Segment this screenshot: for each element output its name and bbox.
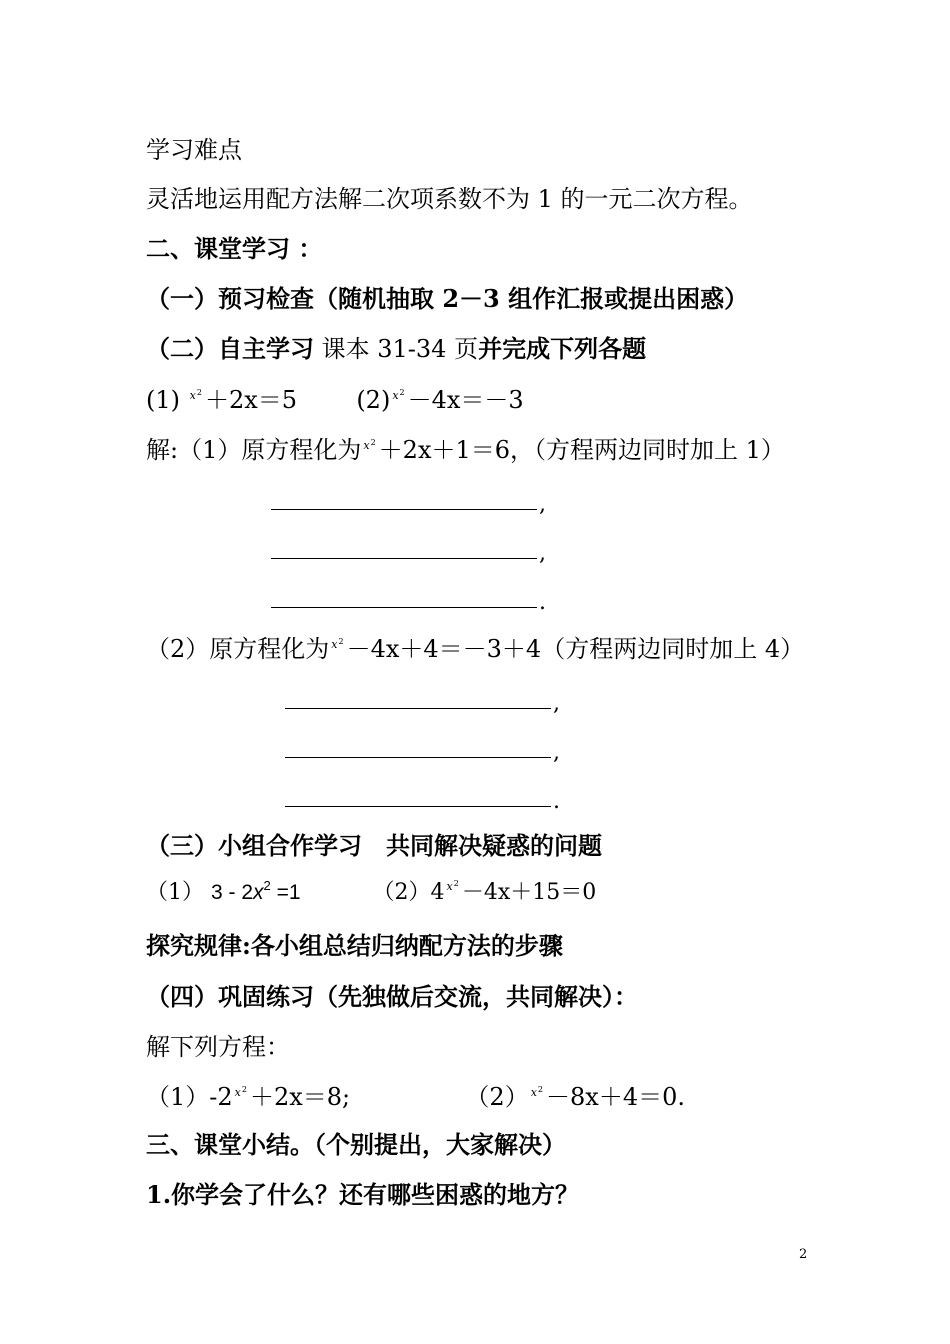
part2-task: 并完成下列各题: [478, 334, 647, 363]
group-equations: [146, 877, 596, 913]
blank-punct: ,: [539, 541, 546, 566]
section2-title: 二、课堂学习 ：: [146, 234, 323, 263]
practice-eq2-label: （2）: [465, 1083, 529, 1111]
solution-1-intro: 解:（1）原方程化为: [146, 436, 362, 464]
blank-punct: ,: [553, 740, 560, 765]
x-squared: x2: [446, 879, 459, 893]
part2-pages: 课本 31-34 页: [321, 335, 479, 363]
group-eq1-a: 3 - 2: [211, 881, 254, 904]
part4-heading: （四）巩固练习（先独做后交流，共同解决）：: [146, 982, 638, 1011]
solution-2-line: [146, 633, 804, 671]
eq1-rest: ＋2x＝5: [204, 386, 298, 414]
x-var: x: [253, 881, 264, 904]
section3-title: 三、课堂小结。（个别提出，大家解决）: [146, 1130, 566, 1159]
exponent: 2: [263, 878, 271, 893]
solution-2-rest: －4x＋4＝－3＋4（方程两边同时加上 4）: [346, 635, 805, 663]
answer-blank[interactable]: [285, 806, 551, 807]
practice-equations: [146, 1081, 685, 1119]
answer-blank[interactable]: [285, 757, 551, 758]
x-squared: x2: [363, 438, 376, 452]
practice-eq1-rest: ＋2x＝8;: [249, 1083, 351, 1111]
solution-2-intro: （2）原方程化为: [146, 635, 330, 663]
answer-blank[interactable]: [271, 509, 537, 510]
question-1: 1.你学会了什么？还有哪些困惑的地方？: [146, 1180, 580, 1209]
equation-row-1: [146, 384, 524, 422]
difficulty-text: 灵活地运用配方法解二次项系数不为 1 的一元二次方程。: [146, 185, 753, 213]
group-eq1-b: =1: [270, 881, 301, 904]
eq1-label: (1): [146, 386, 180, 414]
blank-punct: .: [539, 590, 546, 615]
x-squared: x2: [530, 1085, 544, 1099]
group-eq2-rest: －4x＋15＝0: [461, 880, 597, 905]
part1-heading: （一）预习检查（随机抽取 2－3 组作汇报或提出困惑）: [146, 284, 749, 313]
explore-heading: 探究规律:各小组总结归纳配方法的步骤: [146, 931, 563, 960]
part2-heading: [146, 333, 646, 365]
blank-punct: ,: [553, 691, 560, 716]
solution-1-rest: ＋2x＋1＝6，（方程两边同时加上 1）: [378, 436, 785, 464]
group-eq2-label: （2）4: [372, 880, 445, 905]
group-eq1-label: （1）: [146, 880, 204, 905]
practice-eq1-label: （1）-2: [146, 1083, 233, 1111]
x-squared: x2: [392, 388, 405, 402]
page-number: 2: [799, 1247, 808, 1262]
blank-punct: .: [553, 789, 560, 814]
answer-blank[interactable]: [271, 558, 537, 559]
heading-difficulty: 学习难点: [146, 136, 242, 164]
answer-blank[interactable]: [271, 607, 537, 608]
x-squared: x2: [189, 388, 202, 402]
answer-blank[interactable]: [285, 708, 551, 709]
part3-heading: （三）小组合作学习 共同解决疑惑的问题: [146, 831, 602, 860]
practice-eq2-rest: －8x＋4＝0.: [546, 1083, 685, 1111]
solve-following: 解下列方程：: [146, 1033, 290, 1061]
eq2-rest: －4x＝－3: [407, 386, 524, 414]
x-squared: x2: [234, 1085, 247, 1099]
solution-1-line: [146, 434, 785, 472]
blank-punct: ,: [539, 492, 546, 517]
x-squared: x2: [331, 637, 344, 651]
part2-title: （二）自主学习: [146, 334, 314, 363]
eq2-label: (2): [356, 386, 391, 414]
